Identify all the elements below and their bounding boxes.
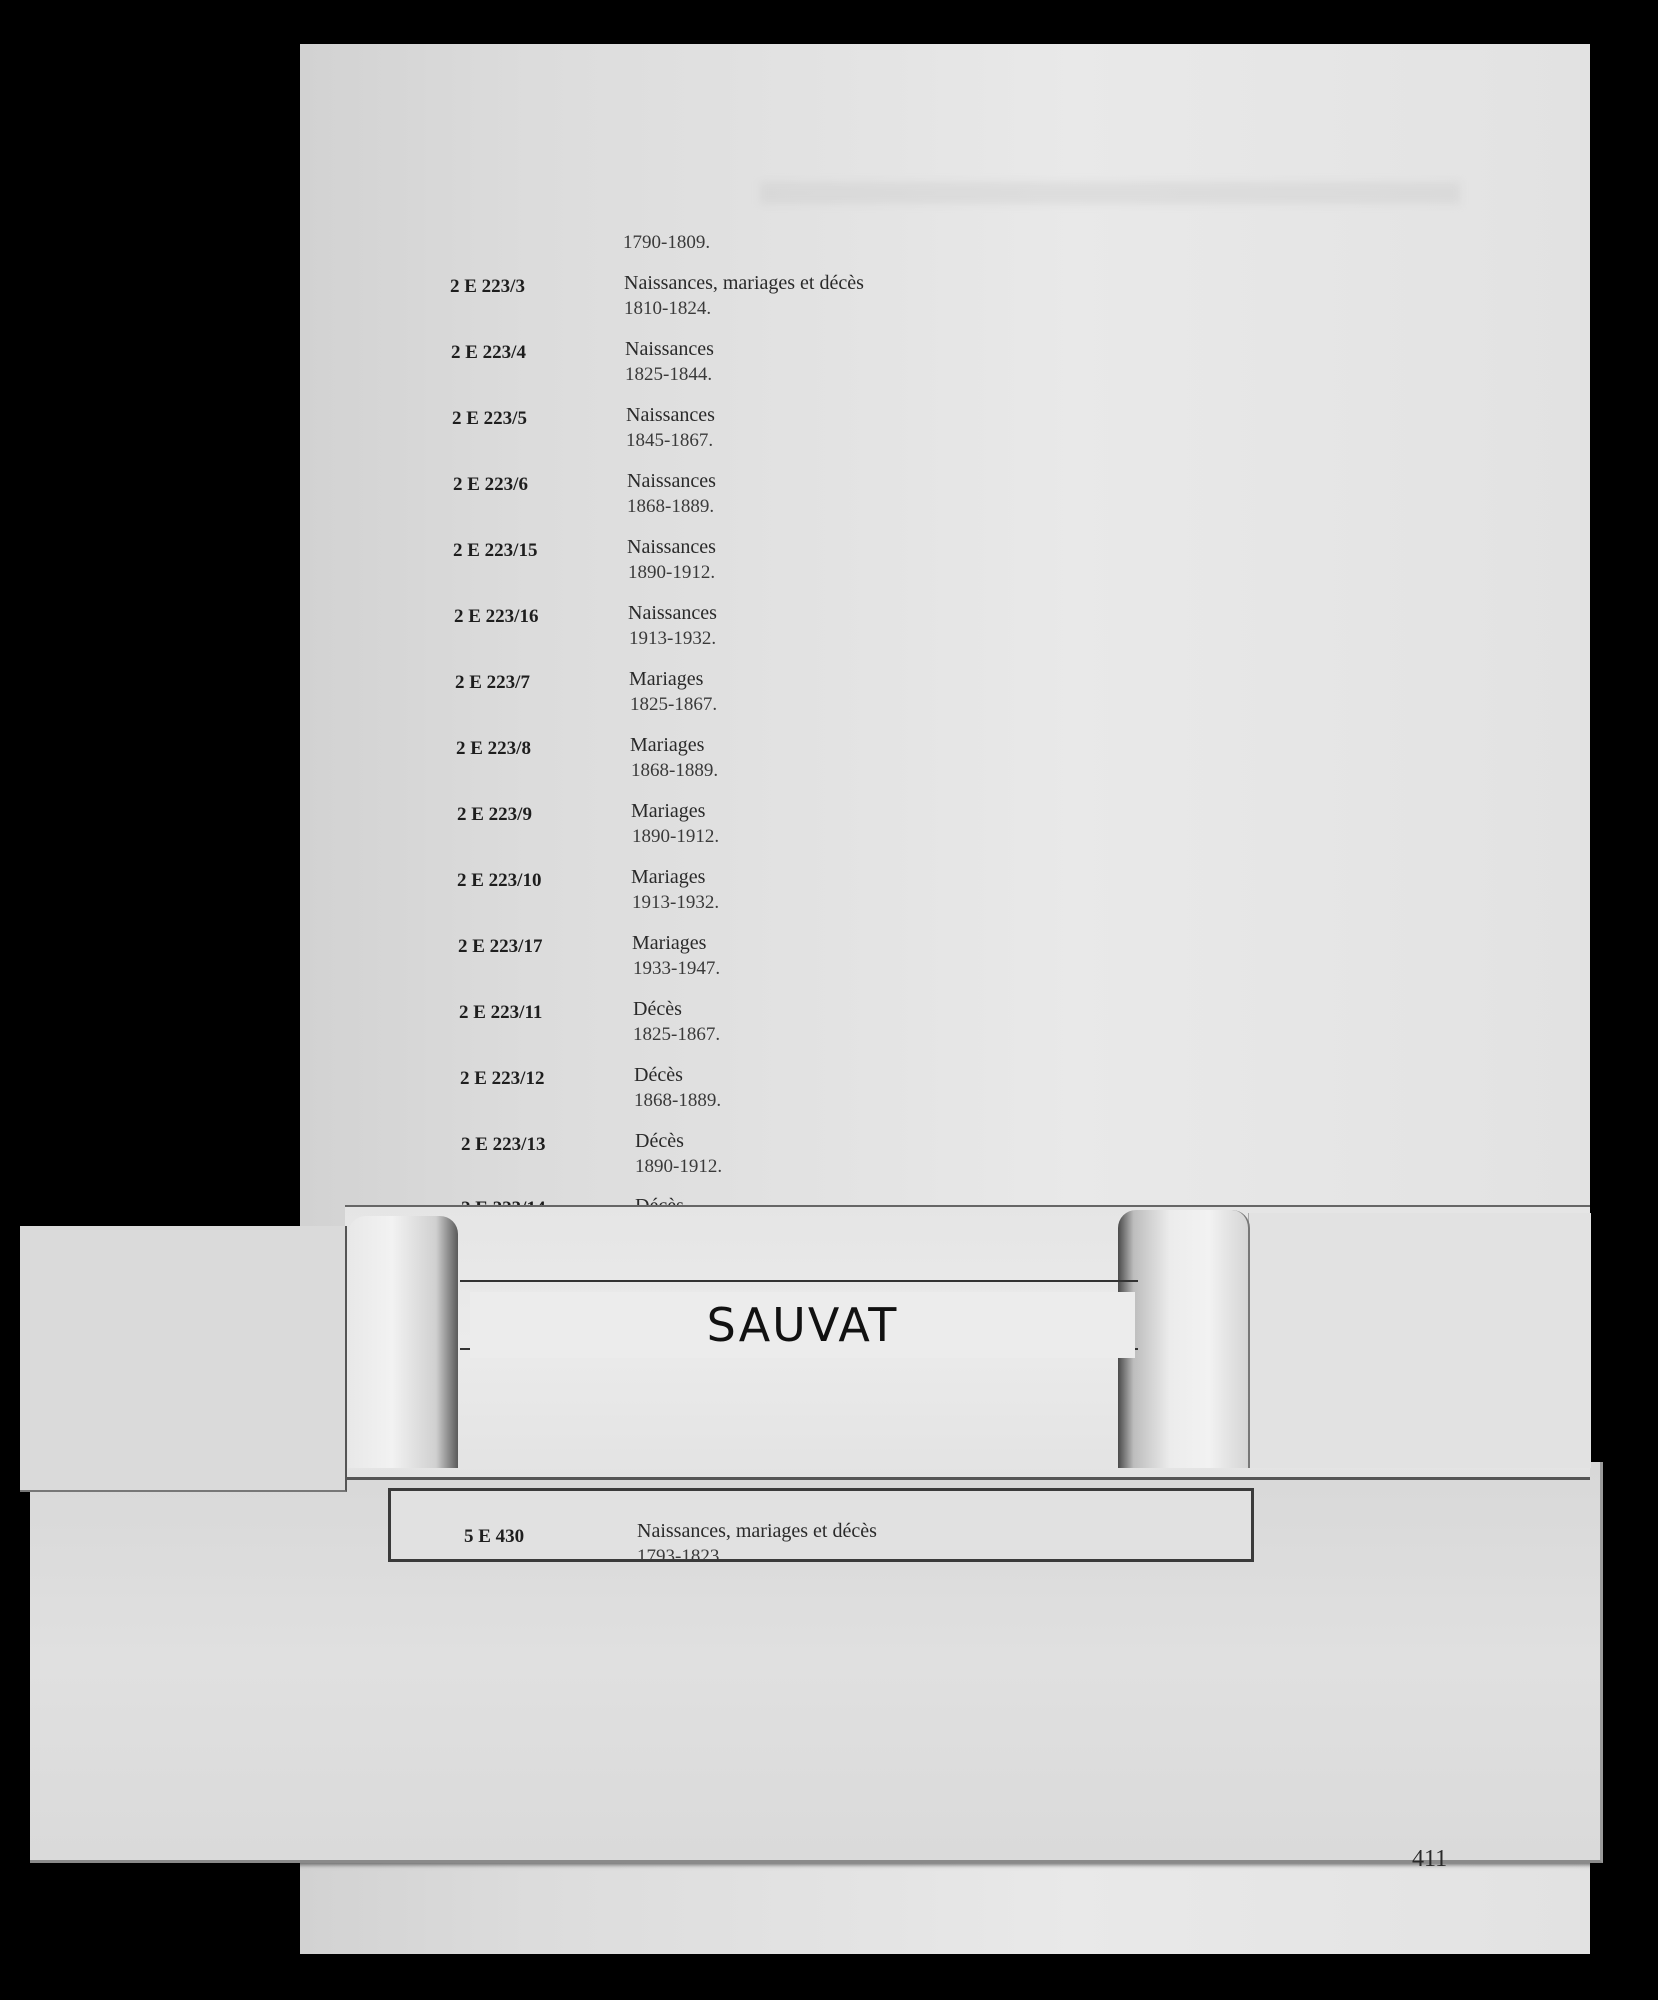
entry-dates: 1825-1844. xyxy=(625,364,713,385)
entry-description: Mariages xyxy=(631,800,706,822)
entry-dates: 1868-1889. xyxy=(631,760,719,781)
entry-code: 2 E 223/5 xyxy=(452,408,527,429)
entry-description: Mariages xyxy=(629,668,704,690)
entry-code: 2 E 223/12 xyxy=(460,1068,545,1089)
commune-name: SAUVAT xyxy=(706,1298,899,1352)
entry-dates: 1868-1889. xyxy=(627,496,715,517)
entry-code: 2 E 223/16 xyxy=(454,606,539,627)
entry-dates: 1825-1867. xyxy=(630,694,718,715)
right-paper-roll xyxy=(1118,1210,1250,1468)
entry-code: 2 E 223/7 xyxy=(455,672,530,693)
entry-code: 2 E 223/9 xyxy=(457,804,532,825)
boxed-entry-description: Naissances, mariages et décès xyxy=(637,1520,877,1542)
entry-dates: 1790-1809. xyxy=(623,232,711,253)
boxed-entry-code: 5 E 430 xyxy=(464,1526,525,1547)
entry-dates: 1810-1824. xyxy=(624,298,712,319)
entry-description: Mariages xyxy=(631,866,706,888)
entry-description: Naissances xyxy=(628,602,717,624)
entry-description: Naissances xyxy=(626,404,715,426)
entry-description: Décès xyxy=(633,998,682,1020)
entry-description: Naissances xyxy=(627,470,716,492)
page-number: 411 xyxy=(1412,1846,1448,1872)
entry-dates: 1890-1912. xyxy=(628,562,716,583)
entry-description: Naissances xyxy=(627,536,716,558)
entry-dates: 1825-1867. xyxy=(633,1024,721,1045)
faint-heading-bleed xyxy=(760,182,1460,204)
entry-description: Mariages xyxy=(632,932,707,954)
right-paper-flap xyxy=(1248,1213,1591,1468)
entry-code: 2 E 223/13 xyxy=(461,1134,546,1155)
entry-description: Naissances, mariages et décès xyxy=(624,272,864,294)
band-rule-top xyxy=(460,1280,1138,1282)
entry-description: Naissances xyxy=(625,338,714,360)
entry-code: 2 E 223/3 xyxy=(450,276,525,297)
commune-name-label xyxy=(470,1292,1135,1358)
left-paper-flap xyxy=(20,1226,347,1492)
entry-dates: 1913-1932. xyxy=(629,628,717,649)
entry-dates: 1868-1889. xyxy=(634,1090,722,1111)
entry-description: Décès xyxy=(635,1130,684,1152)
entry-code: 2 E 223/6 xyxy=(453,474,528,495)
entry-dates: 1913-1932. xyxy=(632,892,720,913)
entry-code: 2 E 223/4 xyxy=(451,342,526,363)
entry-dates: 1890-1912. xyxy=(632,826,720,847)
entry-dates: 1845-1867. xyxy=(626,430,714,451)
boxed-entry-dates: 1793-1823. xyxy=(637,1546,725,1567)
entry-description: Mariages xyxy=(630,734,705,756)
entry-code: 2 E 223/15 xyxy=(453,540,538,561)
entry-code: 2 E 223/17 xyxy=(458,936,543,957)
left-paper-roll xyxy=(348,1216,458,1468)
entry-description: Décès xyxy=(634,1064,683,1086)
entry-dates: 1890-1912. xyxy=(635,1156,723,1177)
entry-dates: 1933-1947. xyxy=(633,958,721,979)
entry-code: 2 E 223/8 xyxy=(456,738,531,759)
entry-code: 2 E 223/11 xyxy=(459,1002,543,1023)
entry-code: 2 E 223/10 xyxy=(457,870,542,891)
